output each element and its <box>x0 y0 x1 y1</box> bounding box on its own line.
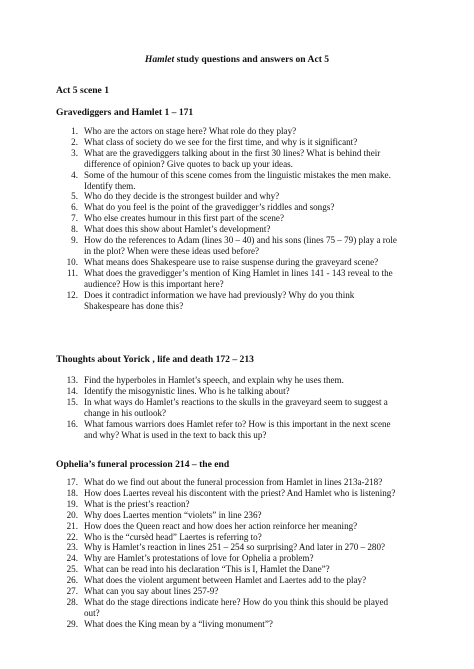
question-text-line: What are the gravediggers talking about in the first 30 lines? What is behind their <box>84 147 381 158</box>
question-item <box>56 597 448 619</box>
question-text-line: What does the King mean by a “living monument”? <box>84 618 273 629</box>
question-number: 16. <box>66 418 78 429</box>
section-heading: Gravediggers and Hamlet 1 – 171 <box>56 107 194 118</box>
question-text-line: In what ways do Hamlet’s reactions to the skulls in the graveyard seem to suggest a <box>84 396 388 407</box>
question-item <box>56 257 448 268</box>
question-text-line: Who is the “cursèd head” Laertes is referring to? <box>84 531 262 542</box>
question-number: 29. <box>66 618 78 629</box>
question-number: 24. <box>66 553 78 564</box>
question-text-line: audience? How is this important here? <box>84 278 224 289</box>
question-number: 2. <box>71 136 78 147</box>
question-item <box>56 575 448 586</box>
question-item <box>56 586 448 597</box>
section-heading: Ophelia’s funeral procession 214 – the end <box>56 459 230 470</box>
question-text-line: How do the references to Adam (lines 30 – 40) and his sons (lines 75 – 79) play a role <box>84 235 397 246</box>
question-text-line: change in his outlook? <box>84 407 167 418</box>
question-number: 28. <box>66 596 78 607</box>
question-item <box>56 477 448 488</box>
question-text-line: What is the priest’s reaction? <box>84 498 190 509</box>
question-text-line: What can you say about lines 257-9? <box>84 586 219 597</box>
question-text-line: difference of opinion? Give quotes to back up your ideas. <box>84 158 293 169</box>
question-item <box>56 191 448 202</box>
question-text-line: Who else creates humour in this first part of the scene? <box>84 213 284 224</box>
question-number: 15. <box>66 396 78 407</box>
question-item <box>56 499 448 510</box>
question-number: 22. <box>66 531 78 542</box>
question-item <box>56 488 448 499</box>
question-text-line: What does the violent argument between Hamlet and Laertes add to the play? <box>84 575 367 586</box>
document-title <box>0 54 474 66</box>
question-item <box>56 170 448 192</box>
question-item <box>56 521 448 532</box>
question-text-line: Why are Hamlet’s protestations of love for Ophelia a problem? <box>84 553 314 564</box>
question-text-line: What do we find out about the funeral procession from Hamlet in lines 213a-218? <box>84 477 383 487</box>
question-text-line: What does this show about Hamlet’s development? <box>84 224 271 235</box>
title-text: study questions and answers on Act 5 <box>174 54 330 65</box>
question-text-line: What famous warriors does Hamlet refer to? How is this important in the next scene <box>84 418 391 429</box>
question-number: 13. <box>66 375 78 385</box>
question-item <box>56 137 448 148</box>
question-text-line: How does Laertes reveal his discontent with the priest? And Hamlet who is listening? <box>84 487 396 498</box>
act-heading: Act 5 scene 1 <box>56 85 110 96</box>
question-item <box>56 213 448 224</box>
question-number: 14. <box>66 385 78 396</box>
question-text-line: Identify them. <box>84 180 136 191</box>
question-number: 8. <box>71 224 78 235</box>
question-item <box>56 397 448 419</box>
question-item <box>56 375 448 386</box>
question-text-line: and why? What is used in the text to back this up? <box>84 429 267 440</box>
question-list <box>56 126 448 311</box>
question-item <box>56 126 448 137</box>
question-item <box>56 235 448 257</box>
question-number: 4. <box>71 169 78 180</box>
question-text-line: Find the hyperboles in Hamlet’s speech, and explain why he uses them. <box>84 375 344 385</box>
question-number: 21. <box>66 520 78 531</box>
question-number: 19. <box>66 498 78 509</box>
question-item <box>56 619 448 630</box>
question-item <box>56 202 448 213</box>
question-text-line: What class of society do we see for the first time, and why is it significant? <box>84 136 358 147</box>
question-number: 27. <box>66 586 78 597</box>
question-text-line: What can be read into his declaration “This is I, Hamlet the Dane”? <box>84 564 330 575</box>
question-text-line: Shakespeare has done this? <box>84 300 184 311</box>
question-item <box>56 564 448 575</box>
question-number: 6. <box>71 202 78 213</box>
question-text-line: What do the stage directions indicate here? How do you think this should be played <box>84 596 389 607</box>
question-item <box>56 510 448 521</box>
question-number: 18. <box>66 487 78 498</box>
question-text-line: What do you feel is the point of the gravedigger’s riddles and songs? <box>84 202 335 213</box>
question-item <box>56 224 448 235</box>
question-text-line: Why does Laertes mention “violets” in line 236? <box>84 509 262 520</box>
question-item <box>56 290 448 312</box>
question-text-line: Who are the actors on stage here? What role do they play? <box>84 126 297 136</box>
question-text-line: Who do they decide is the strongest builder and why? <box>84 191 280 202</box>
question-number: 26. <box>66 575 78 586</box>
question-number: 1. <box>71 126 78 136</box>
question-number: 10. <box>66 256 78 267</box>
question-item <box>56 419 448 441</box>
question-list <box>56 477 448 630</box>
question-item <box>56 532 448 543</box>
question-text-line: Some of the humour of this scene comes from the linguistic mistakes the men make. <box>84 169 391 180</box>
question-list <box>56 375 448 440</box>
section-heading: Thoughts about Yorick , life and death 172 – 213 <box>56 354 254 365</box>
question-number: 9. <box>71 235 78 246</box>
question-number: 12. <box>66 289 78 300</box>
question-number: 5. <box>71 191 78 202</box>
question-text-line: Why is Hamlet’s reaction in lines 251 – 254 so surprising? And later in 270 – 280? <box>84 542 386 553</box>
question-text-line: What does the gravedigger’s mention of King Hamlet in lines 141 - 143 reveal to the <box>84 267 393 278</box>
question-item <box>56 386 448 397</box>
question-text-line: Does it contradict information we have had previously? Why do you think <box>84 289 355 300</box>
question-number: 3. <box>71 147 78 158</box>
question-item <box>56 553 448 564</box>
question-item <box>56 268 448 290</box>
question-item <box>56 542 448 553</box>
question-number: 23. <box>66 542 78 553</box>
question-text-line: What means does Shakespeare use to raise suspense during the graveyard scene? <box>84 256 379 267</box>
question-item <box>56 148 448 170</box>
question-number: 7. <box>71 213 78 224</box>
title-play-name: Hamlet <box>144 54 175 65</box>
question-text-line: out? <box>84 607 100 618</box>
question-number: 17. <box>66 477 78 487</box>
question-text-line: Identify the misogynistic lines. Who is he talking about? <box>84 385 290 396</box>
question-text-line: in the plot? When were these ideas used before? <box>84 245 260 256</box>
question-text-line: How does the Queen react and how does her action reinforce her meaning? <box>84 520 358 531</box>
question-number: 11. <box>66 267 78 278</box>
question-number: 25. <box>66 564 78 575</box>
question-number: 20. <box>66 509 78 520</box>
